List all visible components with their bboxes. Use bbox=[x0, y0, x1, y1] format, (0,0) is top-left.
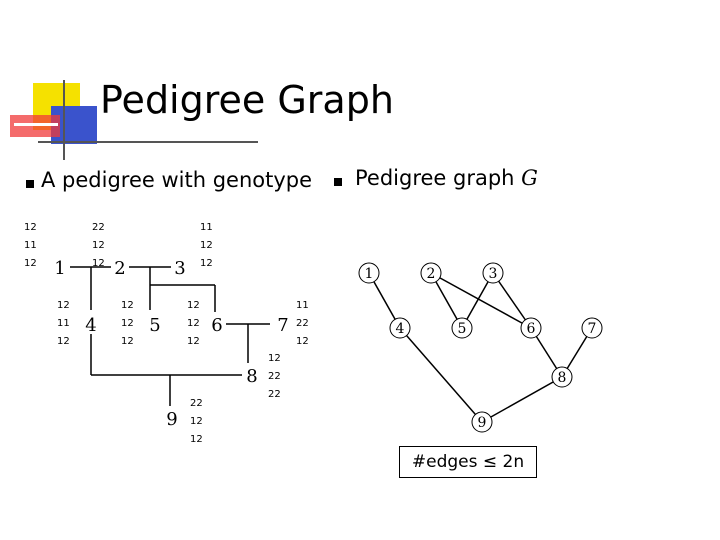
genotype-3-1: 11 bbox=[200, 222, 213, 233]
genotype-8-3: 22 bbox=[268, 389, 281, 400]
genotype-5-2: 12 bbox=[121, 318, 134, 329]
pedigree-individual-9: 9 bbox=[166, 409, 178, 430]
graph-edge-8-9 bbox=[482, 377, 562, 422]
graph-node-label-2: 2 bbox=[426, 266, 436, 282]
pedigree-individual-8: 8 bbox=[246, 366, 258, 387]
genotype-9-2: 12 bbox=[190, 416, 203, 427]
graph-variable: G bbox=[521, 166, 538, 190]
pedigree-individual-1: 1 bbox=[54, 258, 66, 279]
genotype-5-1: 12 bbox=[121, 300, 134, 311]
pedigree-individual-3: 3 bbox=[174, 258, 186, 279]
bullet-pedigree-text: A pedigree with genotype bbox=[41, 168, 313, 192]
genotype-8-1: 12 bbox=[268, 353, 281, 364]
graph-node-label-6: 6 bbox=[526, 321, 536, 337]
graph-node-label-9: 9 bbox=[477, 415, 487, 431]
pedigree-individual-2: 2 bbox=[114, 258, 126, 279]
genotype-1-1: 12 bbox=[24, 222, 37, 233]
pedigree-individual-5: 5 bbox=[149, 315, 161, 336]
genotype-4-2: 11 bbox=[57, 318, 70, 329]
genotype-4-1: 12 bbox=[57, 300, 70, 311]
graph-node-label-3: 3 bbox=[488, 266, 498, 282]
slide-title: Pedigree Graph bbox=[100, 78, 394, 122]
graph-node-label-8: 8 bbox=[557, 370, 567, 386]
genotype-2-2: 12 bbox=[92, 240, 105, 251]
pedigree-individual-7: 7 bbox=[277, 315, 289, 336]
genotype-6-1: 12 bbox=[187, 300, 200, 311]
graph-node-label-4: 4 bbox=[395, 321, 405, 337]
genotype-6-3: 12 bbox=[187, 336, 200, 347]
genotype-9-3: 12 bbox=[190, 434, 203, 445]
edge-bound-formula: #edges ≤ 2n bbox=[399, 446, 537, 478]
genotype-7-2: 22 bbox=[296, 318, 309, 329]
graph-node-label-1: 1 bbox=[364, 266, 374, 282]
genotype-2-3: 12 bbox=[92, 258, 105, 269]
genotype-9-1: 22 bbox=[190, 398, 203, 409]
genotype-3-2: 12 bbox=[200, 240, 213, 251]
graph-node-label-7: 7 bbox=[587, 321, 597, 337]
graph-edge-4-9 bbox=[400, 328, 482, 422]
pedigree-individual-6: 6 bbox=[211, 315, 223, 336]
genotype-7-3: 12 bbox=[296, 336, 309, 347]
genotype-1-2: 11 bbox=[24, 240, 37, 251]
genotype-3-3: 12 bbox=[200, 258, 213, 269]
bullet-graph-text: Pedigree graph bbox=[355, 166, 522, 190]
genotype-7-1: 11 bbox=[296, 300, 309, 311]
pedigree-individual-4: 4 bbox=[85, 315, 97, 336]
genotype-4-3: 12 bbox=[57, 336, 70, 347]
genotype-5-3: 12 bbox=[121, 336, 134, 347]
genotype-2-1: 22 bbox=[92, 222, 105, 233]
genotype-6-2: 12 bbox=[187, 318, 200, 329]
genotype-8-2: 22 bbox=[268, 371, 281, 382]
graph-node-label-5: 5 bbox=[457, 321, 467, 337]
genotype-1-3: 12 bbox=[24, 258, 37, 269]
